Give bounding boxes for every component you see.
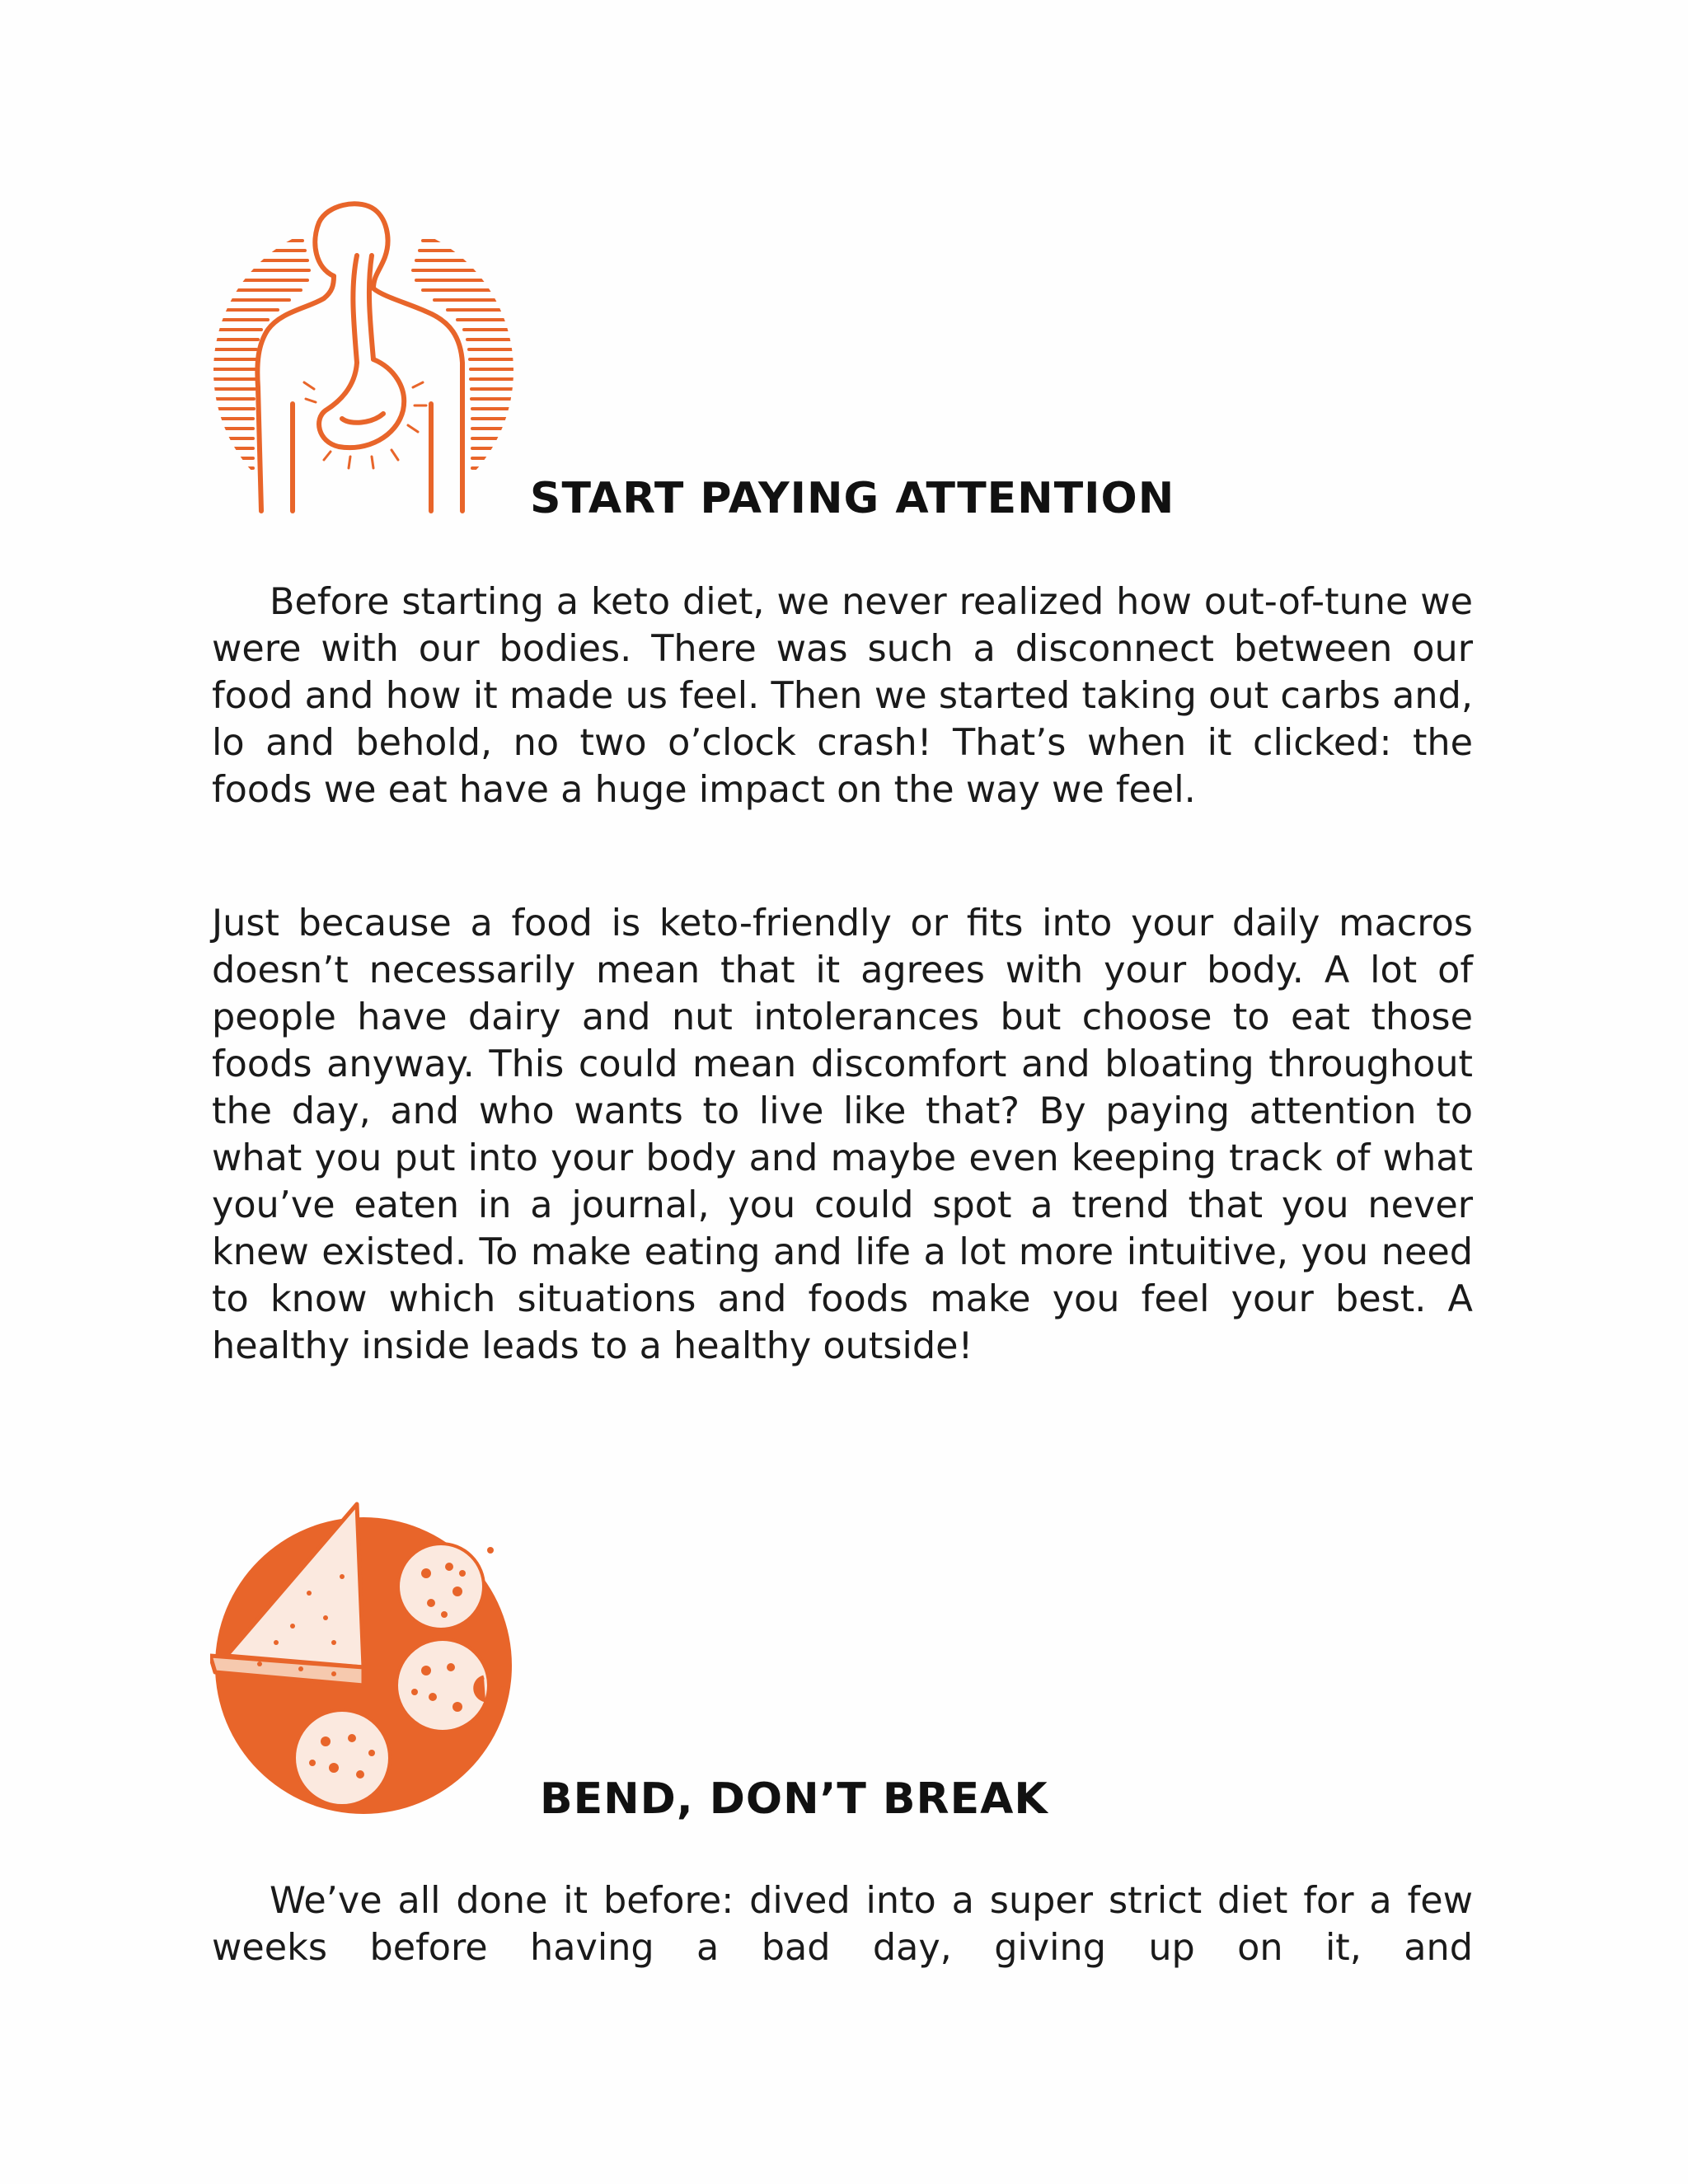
section-title-start-paying-attention: START PAYING ATTENTION <box>530 474 1175 523</box>
section-1-paragraph-2: Just because a food is keto-friendly or fits into your daily macros doesn’t necessarily mean that it agrees with your body. A lot of people have dairy and nut intolerances but choose to eat those foods anyway. This could mean discomfort and bloating throughout the day, and who wants to live like that? By paying attention to what you put into your body and maybe even keeping track of what you’ve eaten in a journal, you could spot a trend that you never knew existed. To make eating and life a lot more intuitive, you need to know which situations and foods make you feel your best. A healthy inside leads to a healthy outside! <box>212 902 1473 1367</box>
section-title-bend-dont-break: BEND, DON’T BREAK <box>540 1774 1048 1824</box>
sandwich-and-cookies-icon <box>210 1494 528 1817</box>
body-digestive-system-icon <box>210 198 517 521</box>
section-1-paragraph-1: Before starting a keto diet, we never realized how out-of-tune we were with our bodies. There was such a disconnect between our food and how it made us feel. Then we started taking out carbs and, lo and behold, no two o’clock crash! That’s when it clicked: the foods we eat have a huge impact on the way we feel. <box>212 581 1473 811</box>
section-2-paragraph-1: We’ve all done it before: dived into a super strict diet for a few weeks before having a bad day, giving up on it, and <box>212 1880 1473 1969</box>
